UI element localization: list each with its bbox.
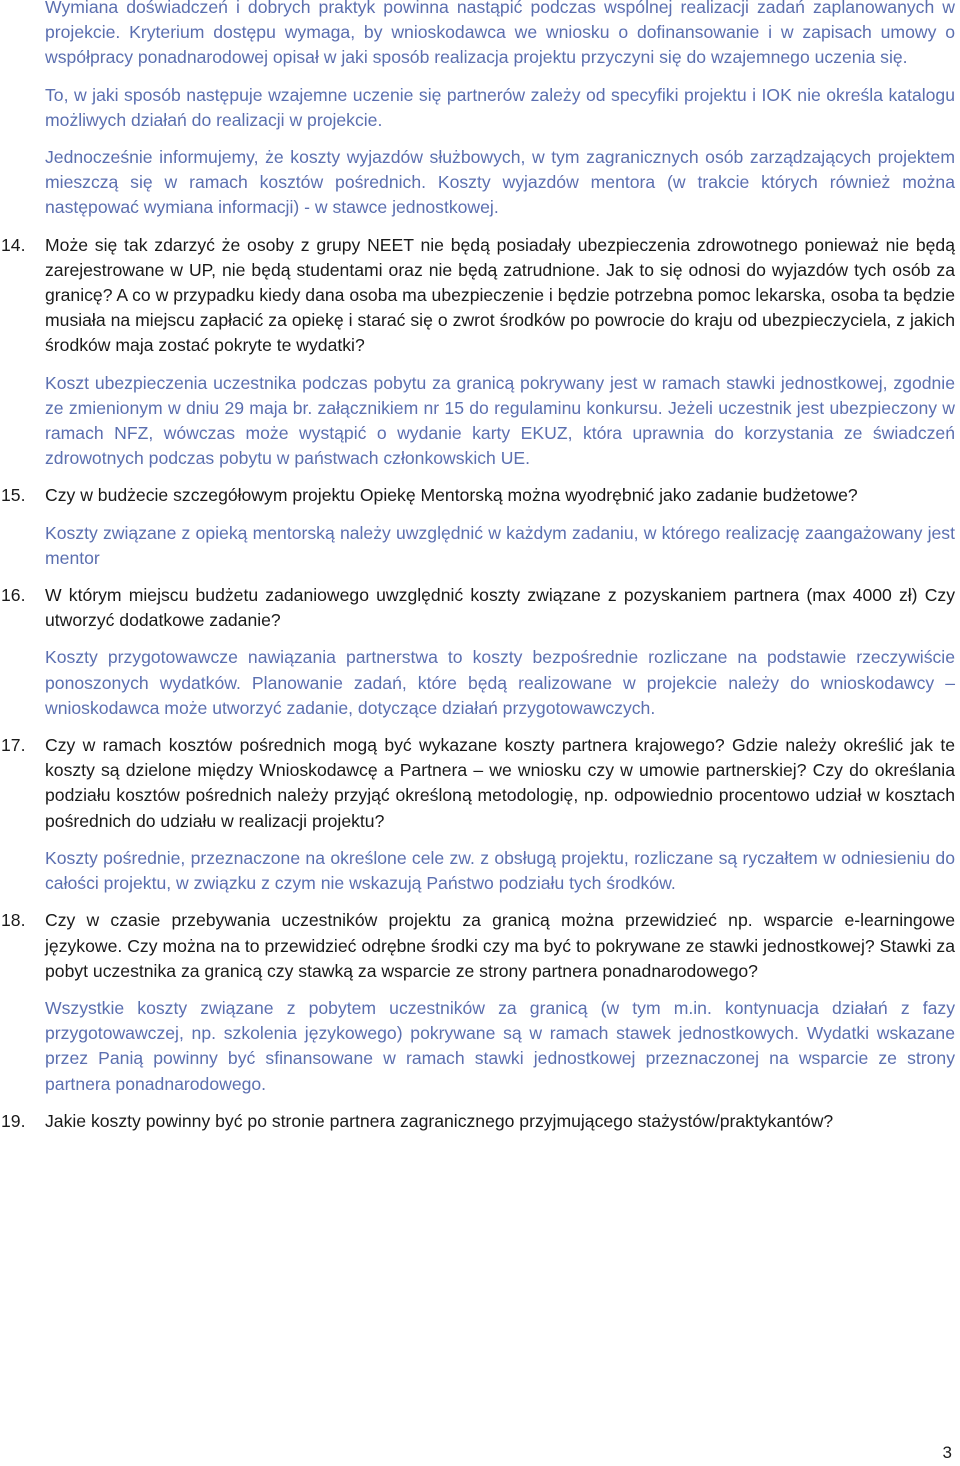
answer-paragraph: Koszty związane z opieką mentorską należy uwzględnić w każdym zadaniu, w którego realizację zaangażowany jest mentor [45,522,955,568]
question-text: Jakie koszty powinny być po stronie partnera zagranicznego przyjmującego stażystów/praktykantów? [45,1110,834,1131]
question-number: 19. [1,1110,26,1131]
question-text: W którym miejscu budżetu zadaniowego uwzględnić koszty związane z pozyskaniem partnera (max 4000 zł) Czy utworzyć dodatkowe zadanie? [45,585,955,631]
question-17 [1,733,955,834]
question-text: Czy w ramach kosztów pośrednich mogą być wykazane koszty partnera krajowego? Gdzie należy określić jak te koszty są dzielone między Wnioskodawcę a Partnera – we wniosku czy w umowie partnerskiej? Czy do określania podziału kosztów pośrednich należy przyjąć określoną metodologię, np. odpowiednio procentowo udział w kosztach pośrednich do udziału w realizacji projektu? [45,735,955,831]
answer-paragraph: Koszt ubezpieczenia uczestnika podczas pobytu za granicą pokrywany jest w ramach stawki jednostkowej, zgodnie ze zmienionym w dniu 29 maja br. załącznikiem nr 15 do regulaminu konkursu. Jeżeli uczestnik jest ubezpieczony w ramach NFZ, wówczas może wystąpić o wydanie karty EKUZ, która uprawnia do korzystania ze świadczeń zdrowotnych podczas pobytu w państwach członkowskich UE. [45,372,955,469]
question-number: 18. [1,910,26,931]
answer-paragraph: Wszystkie koszty związane z pobytem uczestników za granicą (w tym m.in. kontynuacja działań z fazy przygotowawczej, np. szkolenia językowego) pokrywane są w ramach stawek jednostkowych. Wydatki wskazane przez Panią powinny być sfinansowane w ramach stawki jednostkowej przeznaczonej na wsparcie ze strony partnera ponadnarodowego. [45,997,955,1094]
question-text: Czy w budżecie szczegółowym projektu Opiekę Mentorską można wyodrębnić jako zadanie budżetowe? [45,485,858,506]
question-text: Może się tak zdarzyć że osoby z grupy NEET nie będą posiadały ubezpieczenia zdrowotnego ponieważ nie będą zarejestrowane w UP, nie będą studentami oraz nie będą zatrudnione. Jak to się odnosi do wyjazdów tych osób za granicę? A co w przypadku kiedy dana osoba ma ubezpieczenie i będzie potrzebna pomoc lekarska, osoba ta będzie musiała na miejscu zapłacić za opiekę i starać się o zwrot środków po powrocie do kraju od ubezpieczyciela, z jakich środków maja zostać pokryte te wydatki? [45,234,955,356]
question-19 [1,1109,955,1134]
answer-paragraph: To, w jaki sposób następuje wzajemne uczenie się partnerów zależy od specyfiki projektu i IOK nie określa katalogu możliwych działań do realizacji w projekcie. [45,84,955,130]
question-number: 15. [1,485,26,506]
answer-paragraph: Koszty pośrednie, przeznaczone na określone cele zw. z obsługą projektu, rozliczane są ryczałtem w odniesieniu do całości projektu, w związku z czym nie wskazują Państwo podziału tych środków. [45,847,955,894]
question-number: 14. [1,234,26,255]
question-text: Czy w czasie przebywania uczestników projektu za granicą można przewidzieć np. wsparcie e-learningowe językowe. Czy można na to przewidzieć odrębne środki czy ma być to pokrywane ze stawki jednostkowej? Stawki za pobyt uczestnika za granicą czy stawką za wsparcie ze strony partnera ponadnarodowego? [45,910,955,981]
answer-paragraph: Jednocześnie informujemy, że koszty wyjazdów służbowych, w tym zagranicznych osób zarządzających projektem mieszczą się w ramach kosztów pośrednich. Koszty wyjazdów mentora (w trakcie których również można następować wymiana informacji) - w stawce jednostkowej. [45,147,955,218]
page-number: 3 [942,1443,952,1462]
question-16 [1,583,955,633]
question-18 [1,908,955,984]
answer-paragraph: Koszty przygotowawcze nawiązania partnerstwa to koszty bezpośrednie rozliczane na podstawie rzeczywiście ponoszonych wydatków. Planowanie zadań, które będą realizowane w projekcie należy do wnioskodawcy – wnioskodawca może utworzyć zadanie, dotyczące działań przygotowawczych. [45,647,955,718]
question-14 [1,233,955,359]
answer-paragraph: Wymiana doświadczeń i dobrych praktyk powinna nastąpić podczas wspólnej realizacji zadań zaplanowanych w projekcie. Kryterium dostępu wymaga, by wnioskodawca we wniosku o dofinansowanie i w zapisach umowy o współpracy ponadnarodowej opisał w jaki sposób realizacja projektu przyczyni się do wzajemnego uczenia się. [45,0,955,68]
question-15 [1,483,955,508]
document-body [1,0,955,1146]
question-number: 17. [1,735,26,756]
question-number: 16. [1,585,26,606]
